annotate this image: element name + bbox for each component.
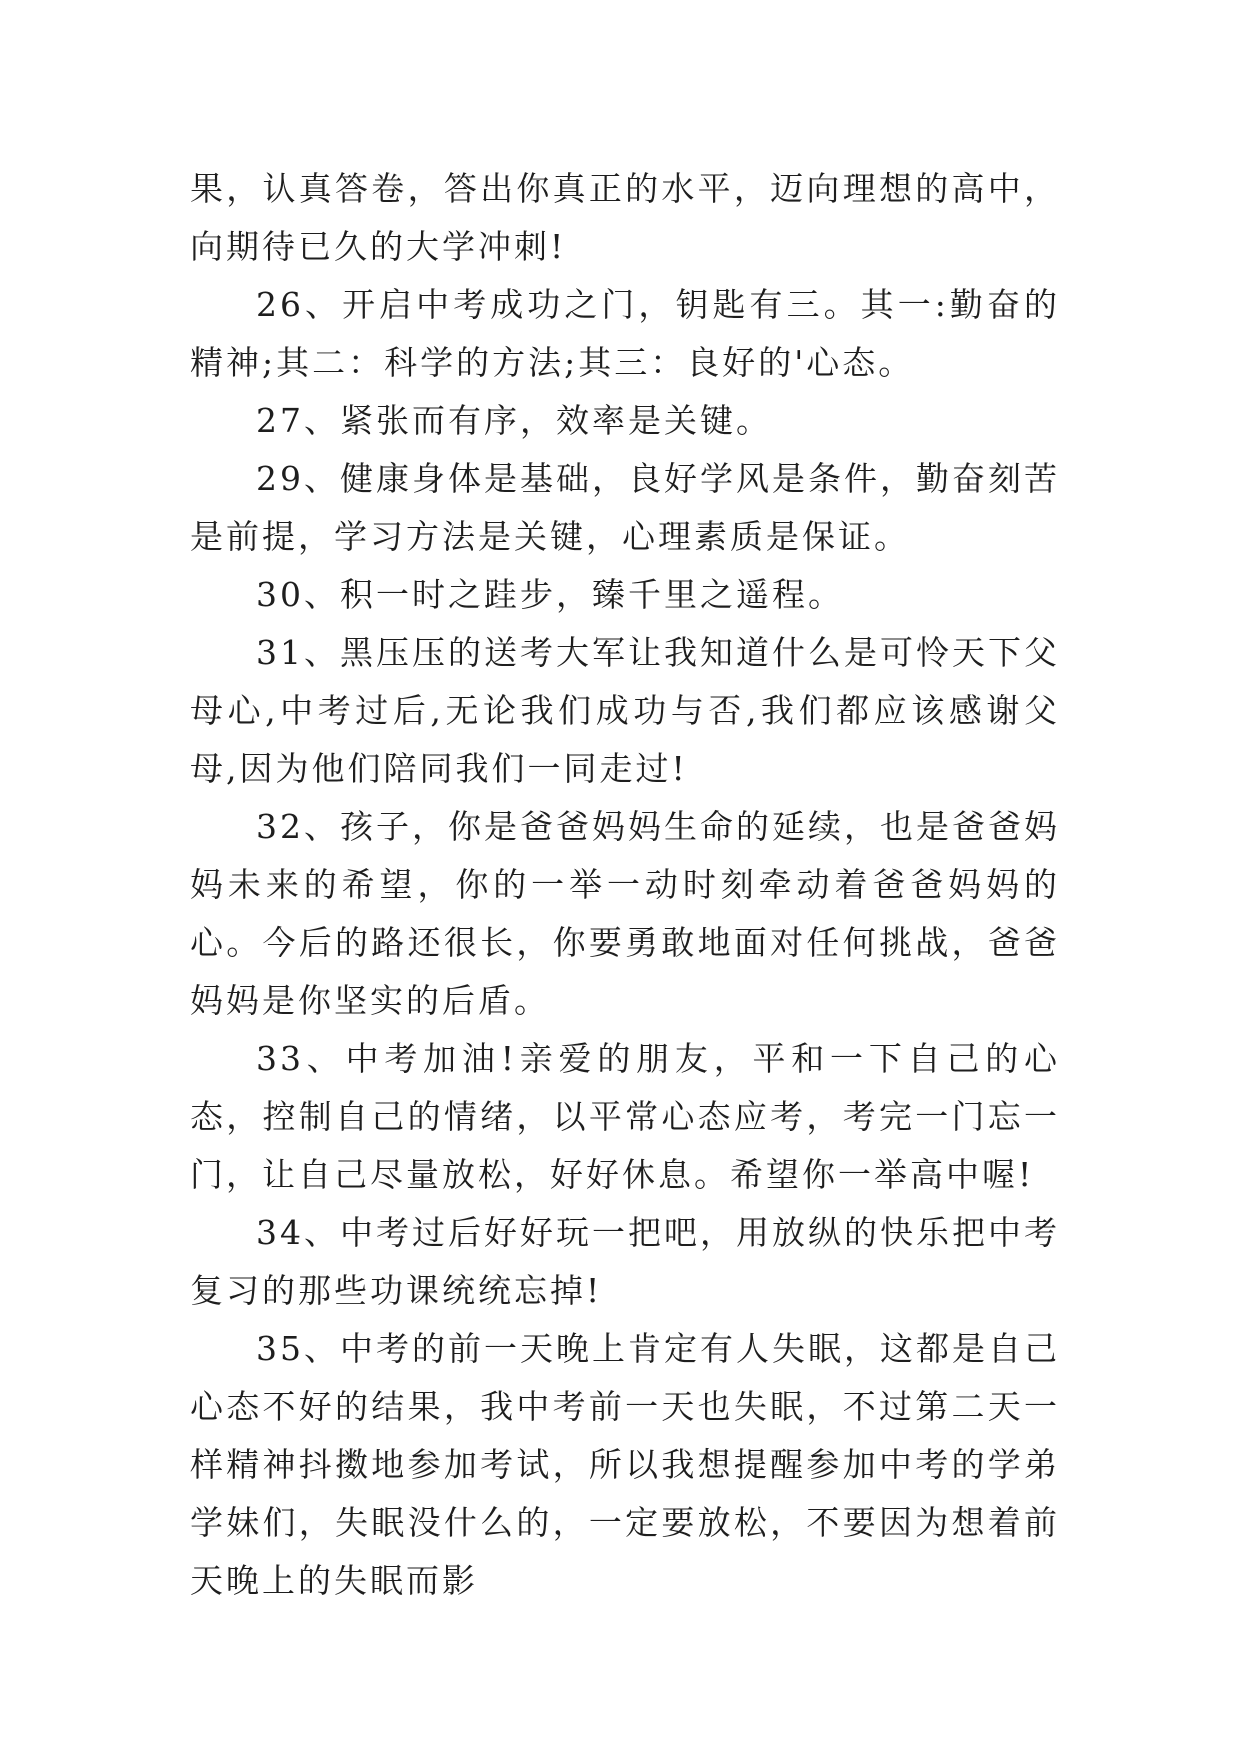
paragraph-33: 33、中考加油!亲爱的朋友，平和一下自己的心态，控制自己的情绪，以平常心态应考，考完一门忘一门，让自己尽量放松，好好休息。希望你一举高中喔!	[190, 1039, 1060, 1194]
paragraph-35: 35、中考的前一天晚上肯定有人失眠，这都是自己心态不好的结果，我中考前一天也失眠，不过第二天一样精神抖擞地参加考试，所以我想提醒参加中考的学弟学妹们，失眠没什么的，一定要放松，不要因为想着前天晚上的失眠而影	[190, 1329, 1060, 1600]
paragraph-27: 27、紧张而有序，效率是关键。	[256, 401, 772, 440]
paragraph-34: 34、中考过后好好玩一把吧，用放纵的快乐把中考复习的那些功课统统忘掉!	[190, 1213, 1060, 1310]
paragraph-continuation: 果，认真答卷，答出你真正的水平，迈向理想的高中，向期待已久的大学冲刺!	[190, 169, 1060, 266]
paragraph-29: 29、健康身体是基础，良好学风是条件，勤奋刻苦是前提，学习方法是关键，心理素质是保证。	[190, 459, 1060, 556]
paragraph-26: 26、开启中考成功之门，钥匙有三。其一:勤奋的精神;其二：科学的方法;其三：良好的'心态。	[190, 285, 1060, 382]
document-body	[190, 160, 1060, 1610]
paragraph-31: 31、黑压压的送考大军让我知道什么是可怜天下父母心,中考过后,无论我们成功与否,我们都应该感谢父母,因为他们陪同我们一同走过!	[190, 633, 1060, 788]
paragraph-30: 30、积一时之跬步，臻千里之遥程。	[256, 575, 844, 614]
paragraph-32: 32、孩子，你是爸爸妈妈生命的延续，也是爸爸妈妈未来的希望，你的一举一动时刻牵动着爸爸妈妈的心。今后的路还很长，你要勇敢地面对任何挑战，爸爸妈妈是你坚实的后盾。	[190, 807, 1060, 1020]
